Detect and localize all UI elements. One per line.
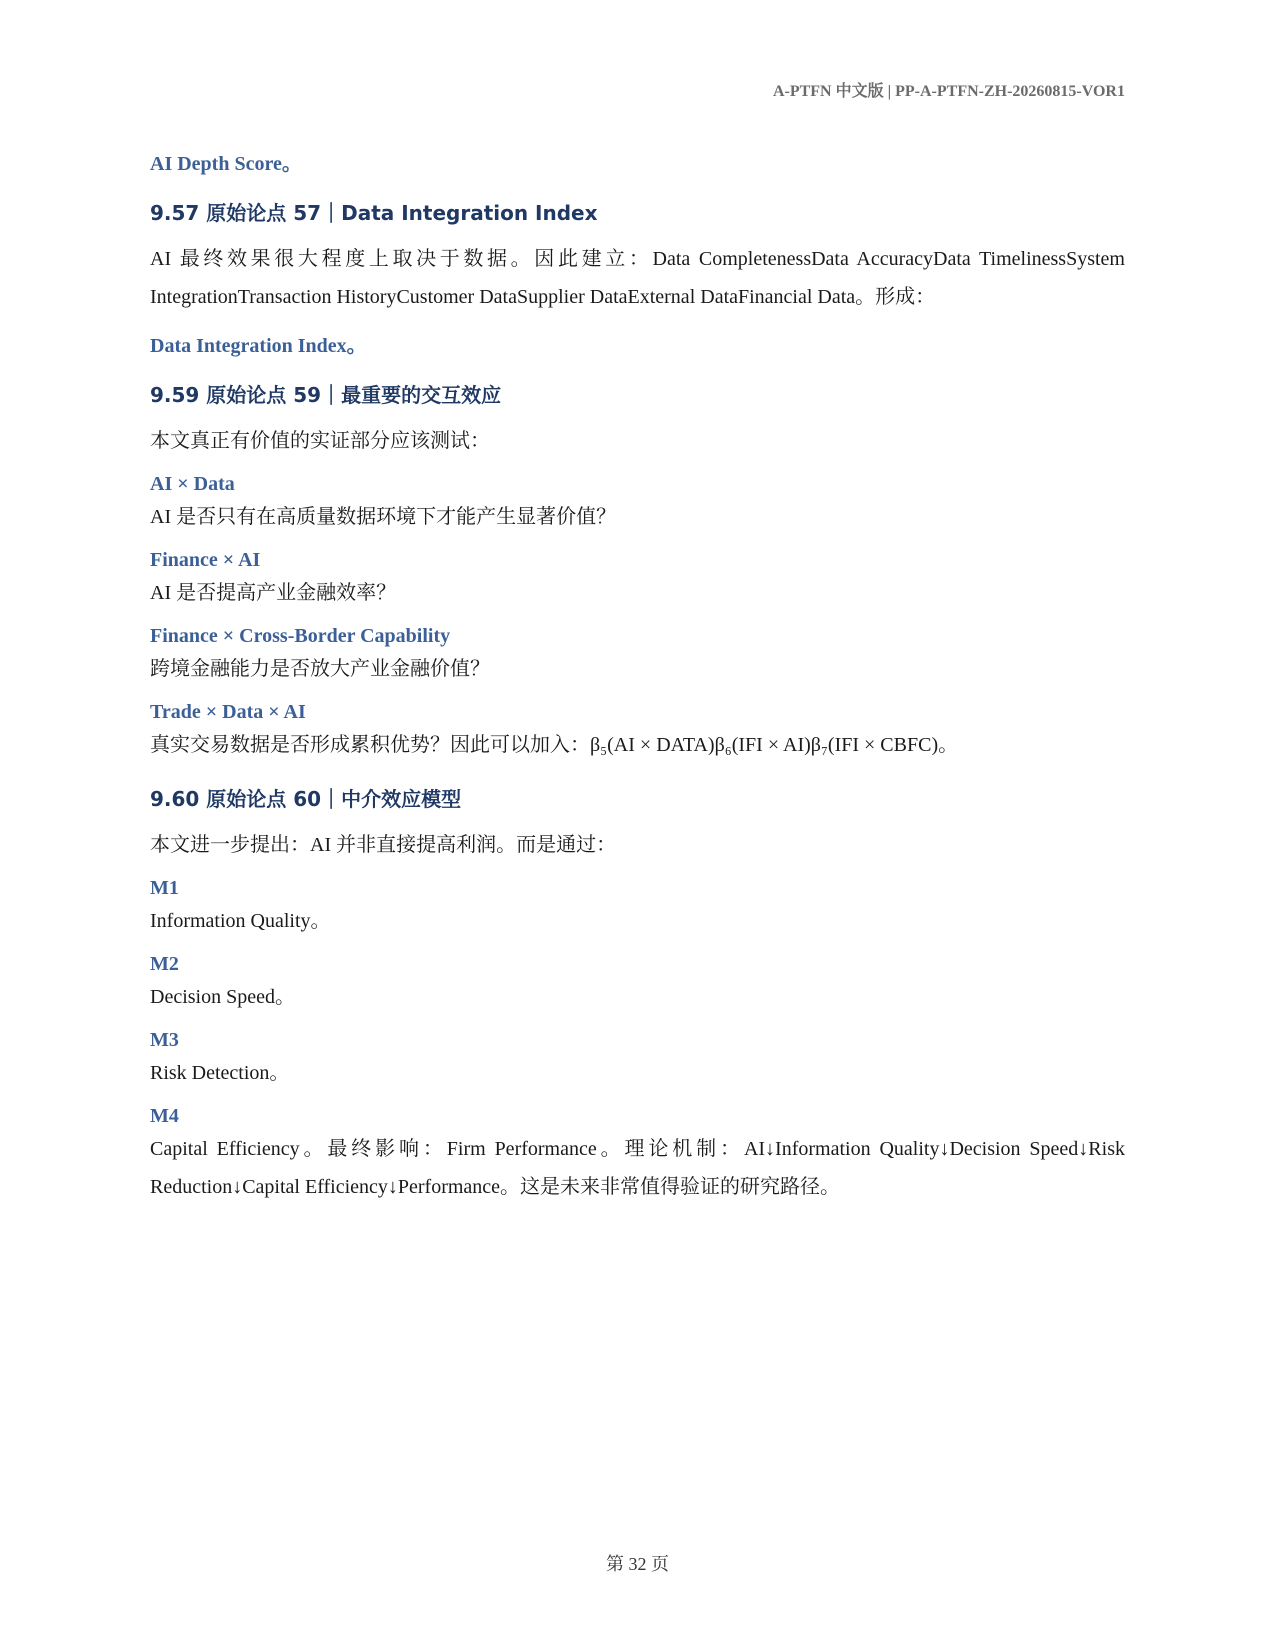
mediator-text-m3: Risk Detection。 bbox=[150, 1062, 290, 1084]
mediator-label-m4: M4 bbox=[150, 1105, 179, 1127]
mediator-text-m1: Information Quality。 bbox=[150, 910, 331, 932]
mediator-label-m3: M3 bbox=[150, 1029, 179, 1051]
mediator-label-m1: M1 bbox=[150, 877, 179, 899]
section-9-60-intro: 本文进一步提出：AI 并非直接提高利润。而是通过： bbox=[150, 834, 617, 856]
interaction-label-trade-data-ai: Trade × Data × AI bbox=[150, 701, 306, 723]
ai-depth-score-label: AI Depth Score。 bbox=[150, 153, 302, 175]
section-9-57-body: AI 最终效果很大程度上取决于数据。因此建立：Data CompletenessData AccuracyData TimelinessSystem IntegrationTransaction HistoryCustomer DataSupplier DataExternal DataFinancial Data。形成： bbox=[150, 248, 1125, 308]
mediator-label-m2: M2 bbox=[150, 953, 179, 975]
interaction-text-finance-ai: AI 是否提高产业金融效率？ bbox=[150, 582, 397, 604]
section-9-57-heading: 9.57 原始论点 57｜Data Integration Index bbox=[150, 201, 598, 225]
interaction-text-trade-data-ai: 真实交易数据是否形成累积优势？因此可以加入：β₅(AI × DATA)β₆(IFI × AI)β₇(IFI × CBFC)。 bbox=[150, 734, 959, 756]
interaction-label-ai-data: AI × Data bbox=[150, 473, 235, 495]
section-9-59-heading: 9.59 原始论点 59｜最重要的交互效应 bbox=[150, 383, 502, 407]
running-header: A-PTFN 中文版 | PP-A-PTFN-ZH-20260815-VOR1 bbox=[772, 83, 1125, 100]
interaction-label-finance-ai: Finance × AI bbox=[150, 549, 261, 571]
interaction-text-finance-cross-border: 跨境金融能力是否放大产业金融价值？ bbox=[150, 658, 490, 680]
page-content bbox=[150, 150, 1125, 1206]
section-9-59-intro: 本文真正有价值的实证部分应该测试： bbox=[150, 430, 490, 452]
page-number: 第 32 页 bbox=[606, 1554, 669, 1574]
section-9-60-heading: 9.60 原始论点 60｜中介效应模型 bbox=[150, 787, 462, 811]
interaction-label-finance-cross-border: Finance × Cross-Border Capability bbox=[150, 625, 451, 647]
mediator-text-m4: Capital Efficiency。最终影响：Firm Performance。理论机制：AI↓Information Quality↓Decision Speed↓Risk Reduction↓Capital Efficiency↓Performance。这是未来非常值得验证的研究路径。 bbox=[150, 1138, 1125, 1198]
interaction-text-ai-data: AI 是否只有在高质量数据环境下才能产生显著价值？ bbox=[150, 506, 617, 528]
data-integration-index-label: Data Integration Index。 bbox=[150, 335, 367, 357]
mediator-text-m2: Decision Speed。 bbox=[150, 986, 295, 1008]
